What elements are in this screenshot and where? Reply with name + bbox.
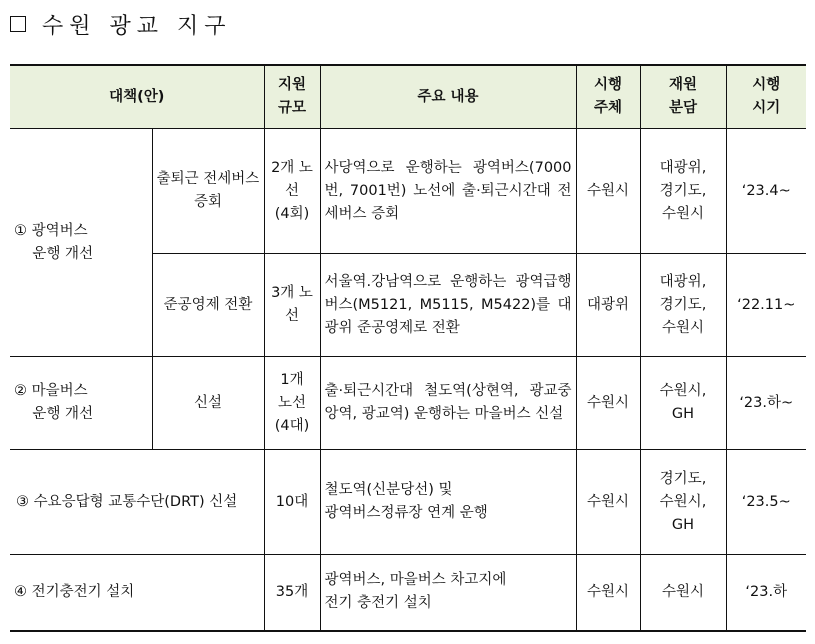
content-cell: 사당역으로 운행하는 광역버스(7000번, 7001번) 노선에 출·퇴근시간대 전세버스 증회 — [320, 129, 576, 254]
title-text: 수원 광교 지구 — [42, 13, 232, 39]
content-cell: 서울역.강남역으로 운행하는 광역급행버스(M5121, M5115, M5422)를 대광위 준공영제로 전환 — [320, 254, 576, 357]
header-scale: 지원 규모 — [264, 65, 320, 129]
table-row — [10, 555, 806, 631]
agent-cell: 수원시 — [576, 555, 640, 631]
content-cell: 광역버스, 마을버스 차고지에 전기 충전기 설치 — [320, 555, 576, 631]
scale-cell: 3개 노선 — [264, 254, 320, 357]
period-cell: ‘23.하~ — [726, 357, 806, 450]
measures-table — [10, 64, 806, 632]
scale-cell: 2개 노선 (4회) — [264, 129, 320, 254]
header-content: 주요 내용 — [320, 65, 576, 129]
checkbox-square-icon — [10, 16, 26, 32]
content-cell: 출·퇴근시간대 철도역(상현역, 광교중앙역, 광교역) 운행하는 마을버스 신설 — [320, 357, 576, 450]
table-header-row — [10, 65, 806, 129]
agent-cell: 수원시 — [576, 129, 640, 254]
funding-cell: 경기도, 수원시, GH — [640, 450, 726, 555]
sub-measure-cell: 출퇴근 전세버스 증회 — [152, 129, 264, 254]
category-cell: ① 광역버스 운행 개선 — [10, 129, 152, 357]
period-cell: ‘23.4~ — [726, 129, 806, 254]
scale-cell: 1개 노선 (4대) — [264, 357, 320, 450]
funding-cell: 수원시, GH — [640, 357, 726, 450]
sub-measure-cell: 준공영제 전환 — [152, 254, 264, 357]
category-cell: ④ 전기충전기 설치 — [10, 555, 264, 631]
category-cell: ② 마을버스 운행 개선 — [10, 357, 152, 450]
agent-cell: 대광위 — [576, 254, 640, 357]
scale-cell: 10대 — [264, 450, 320, 555]
agent-cell: 수원시 — [576, 357, 640, 450]
category-cell: ③ 수요응답형 교통수단(DRT) 신설 — [10, 450, 264, 555]
agent-cell: 수원시 — [576, 450, 640, 555]
period-cell: ‘23.하 — [726, 555, 806, 631]
page-title — [10, 6, 232, 42]
header-measure: 대책(안) — [10, 65, 264, 129]
content-cell: 철도역(신분당선) 및 광역버스정류장 연계 운행 — [320, 450, 576, 555]
funding-cell: 수원시 — [640, 555, 726, 631]
period-cell: ‘22.11~ — [726, 254, 806, 357]
period-cell: ‘23.5~ — [726, 450, 806, 555]
sub-measure-cell: 신설 — [152, 357, 264, 450]
header-agent: 시행 주체 — [576, 65, 640, 129]
header-funding: 재원 분담 — [640, 65, 726, 129]
table-row — [10, 450, 806, 555]
scale-cell: 35개 — [264, 555, 320, 631]
table-row — [10, 357, 806, 450]
funding-cell: 대광위, 경기도, 수원시 — [640, 254, 726, 357]
table-row — [10, 129, 806, 254]
header-period: 시행 시기 — [726, 65, 806, 129]
funding-cell: 대광위, 경기도, 수원시 — [640, 129, 726, 254]
